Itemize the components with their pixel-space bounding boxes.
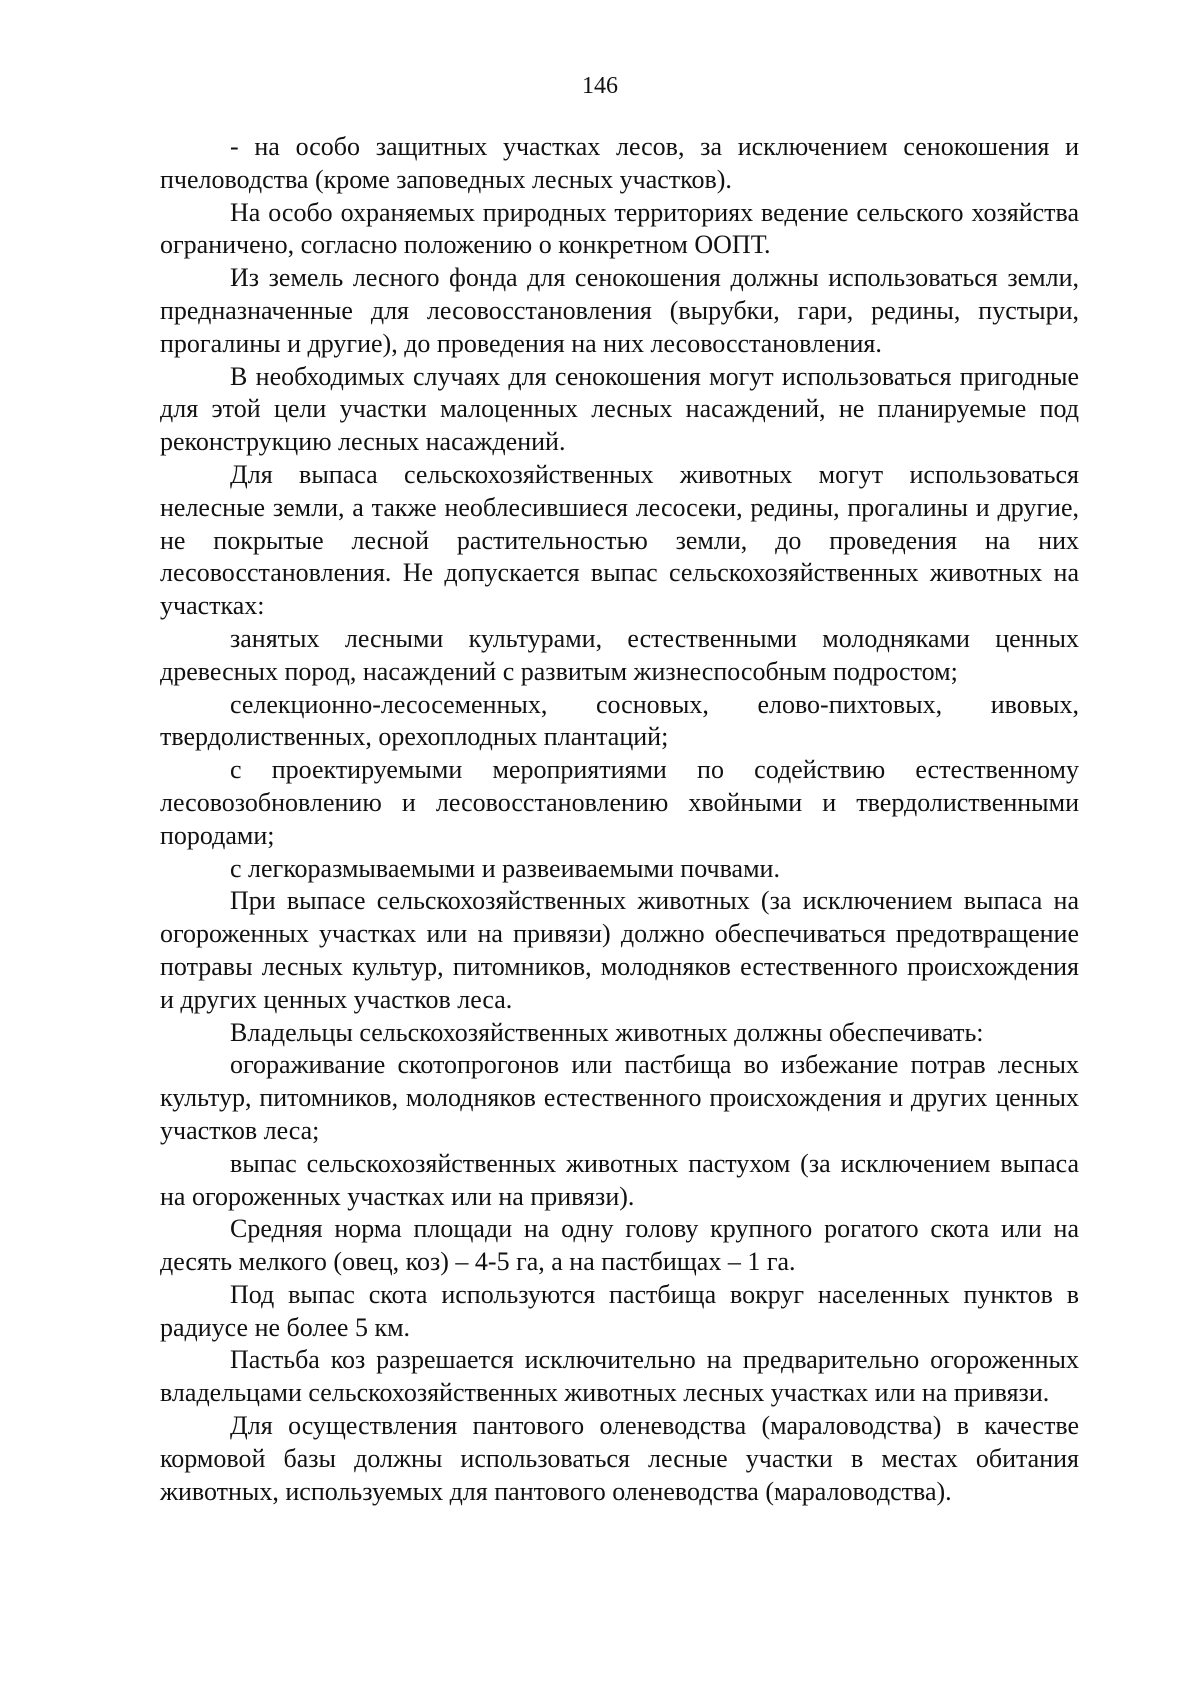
paragraph: занятых лесными культурами, естественными молодняками ценных древесных пород, насаждений с развитым жизнеспособным подростом;: [160, 623, 1079, 686]
paragraph: Пастьба коз разрешается исключительно на предварительно огороженных владельцами сельскохозяйственных животных лесных участках или на привязи.: [160, 1345, 1079, 1408]
paragraph: с проектируемыми мероприятиями по содействию естественному лесовозобновлению и лесовосстановлению хвойными и твердолиственными породами;: [160, 755, 1079, 850]
paragraph: Для выпаса сельскохозяйственных животных могут использоваться нелесные земли, а также необлесившиеся лесосеки, редины, прогалины и другие, не покрытые лесной растительностью земли, до проведения на них лесовосстановления. Не допускается выпас сельскохозяйственных животных на участках:: [160, 459, 1079, 621]
paragraph: с легкоразмываемыми и развеиваемыми почвами.: [230, 853, 780, 883]
body-text: [160, 131, 1079, 1508]
paragraph: На особо охраняемых природных территориях ведение сельского хозяйства ограничено, согласно положению о конкретном ООПТ.: [160, 197, 1079, 260]
paragraph: выпас сельскохозяйственных животных пастухом (за исключением выпаса на огороженных участках или на привязи).: [160, 1148, 1079, 1211]
paragraph: Владельцы сельскохозяйственных животных должны обеспечивать:: [230, 1017, 984, 1047]
paragraph: Средняя норма площади на одну голову крупного рогатого скота или на десять мелкого (овец, коз) – 4-5 га, а на пастбищах – 1 га.: [160, 1214, 1079, 1277]
paragraph: При выпасе сельскохозяйственных животных (за исключением выпаса на огороженных участках или на привязи) должно обеспечиваться предотвращение потравы лесных культур, питомников, молодняков естественного происхождения и других ценных участков леса.: [160, 886, 1079, 1014]
page-number: 146: [582, 73, 618, 99]
paragraph: селекционно-лесосеменных, сосновых, елово-пихтовых, ивовых, твердолиственных, орехоплодных плантаций;: [160, 689, 1079, 752]
paragraph: Из земель лесного фонда для сенокошения должны использоваться земли, предназначенные для лесовосстановления (вырубки, гари, редины, пустыри, прогалины и другие), до проведения на них лесовосстановления.: [160, 263, 1079, 358]
paragraph: Под выпас скота используются пастбища вокруг населенных пунктов в радиусе не более 5 км.: [160, 1279, 1079, 1342]
paragraph: - на особо защитных участках лесов, за исключением сенокошения и пчеловодства (кроме заповедных лесных участков).: [160, 132, 1079, 194]
paragraph: В необходимых случаях для сенокошения могут использоваться пригодные для этой цели участки малоценных лесных насаждений, не планируемые под реконструкцию лесных насаждений.: [160, 361, 1079, 457]
paragraph: Для осуществления пантового оленеводства (мараловодства) в качестве кормовой базы должны использоваться лесные участки в местах обитания животных, используемых для пантового оленеводства (мараловодства).: [160, 1411, 1079, 1506]
paragraph: огораживание скотопрогонов или пастбища во избежание потрав лесных культур, питомников, молодняков естественного происхождения и других ценных участков леса;: [160, 1050, 1079, 1145]
